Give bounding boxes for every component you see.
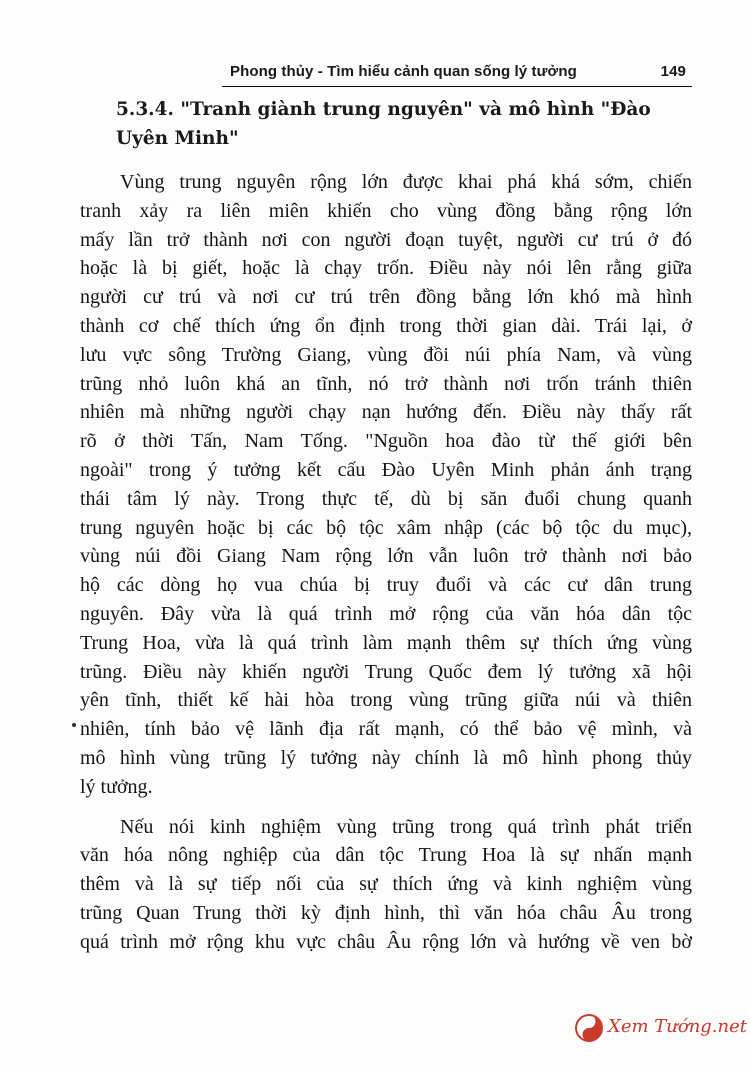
text-line: mấy lần trở thành nơi con người đoạn tuyệt, người cư trú ở đó: [80, 228, 692, 251]
text-line: nguyên. Đây vừa là quá trình mở rộng của văn hóa dân tộc: [80, 602, 692, 625]
watermark-text: Xem Tướng.net: [608, 1016, 748, 1037]
scan-speck: [72, 723, 76, 727]
section-heading-line-2: Uyên Minh": [116, 128, 239, 149]
text-line: Trung Hoa, vừa là quá trình làm mạnh thêm sự thích ứng vùng: [80, 631, 692, 654]
paragraph-2: [80, 813, 692, 957]
running-header: [222, 62, 692, 84]
running-title: Phong thủy - Tìm hiểu cảnh quan sống lý tưởng: [230, 63, 577, 80]
text-line: nhiên, tính bảo vệ lãnh địa rất mạnh, có thể bảo vệ mình, và: [80, 718, 692, 741]
header-rule: [222, 86, 692, 87]
section-heading: [116, 95, 696, 153]
text-line: tranh xảy ra liên miên khiến cho vùng đồng bằng rộng lớn: [80, 199, 692, 222]
yin-yang-icon: [574, 1013, 604, 1043]
body-text: [80, 168, 692, 957]
text-line: vùng núi đồi Giang Nam rộng lớn vẫn luôn trở thành nơi bảo: [80, 545, 692, 568]
text-line: thái tâm lý này. Trong thực tế, dù bị săn đuổi chung quanh: [80, 487, 692, 510]
text-line: mô hình vùng trũng lý tưởng này chính là mô hình phong thủy: [80, 746, 692, 769]
text-line: trũng Quan Trung thời kỳ định hình, thì văn hóa châu Âu trong: [80, 901, 692, 924]
text-line: trũng. Điều này khiến người Trung Quốc đem lý tưởng xã hội: [80, 660, 692, 683]
text-line: người cư trú và nơi cư trú trên đồng bằng lớn khó mà hình: [80, 286, 692, 309]
text-line: trung nguyên hoặc bị các bộ tộc xâm nhập (các bộ tộc du mục),: [80, 516, 692, 539]
text-line: thêm và là sự tiếp nối của sự thích ứng và kinh nghiệm vùng: [80, 873, 692, 896]
text-line: văn hóa nông nghiệp của dân tộc Trung Hoa là sự nhấn mạnh: [80, 844, 692, 867]
text-line: lý tưởng.: [80, 775, 153, 798]
paragraph-1: [80, 168, 692, 802]
text-line: rõ ở thời Tấn, Nam Tống. "Nguồn hoa đào từ thế giới bên: [80, 430, 692, 453]
text-line: nhiên mà những người chạy nạn hướng đến. Điều này thấy rất: [80, 401, 692, 424]
text-line: yên tĩnh, thiết kế hài hòa trong vùng trũng giữa núi và thiên: [80, 689, 692, 712]
text-line: thành cơ chế thích ứng ổn định trong thời gian dài. Trái lại, ở: [80, 314, 692, 337]
text-line: quá trình mở rộng khu vực châu Âu rộng lớn và hướng về ven bờ: [80, 930, 692, 953]
text-line: lưu vực sông Trường Giang, vùng đồi núi phía Nam, và vùng: [80, 343, 692, 366]
section-heading-line-1: 5.3.4. "Tranh giành trung nguyên" và mô hình "Đào: [116, 99, 651, 120]
watermark-logo: [574, 1012, 748, 1048]
text-line: hộ các dòng họ vua chúa bị truy đuổi và các cư dân trung: [80, 574, 692, 597]
text-line: trũng nhỏ luôn khá an tĩnh, nó trở thành nơi trốn tránh thiên: [80, 372, 692, 395]
text-line: Nếu nói kinh nghiệm vùng trũng trong quá trình phát triển: [120, 815, 692, 838]
text-line: ngoài" trong ý tưởng kết cấu Đào Uyên Minh phản ánh trạng: [80, 458, 692, 481]
text-line: hoặc là bị giết, hoặc là chạy trốn. Điều này nói lên rằng giữa: [80, 257, 692, 280]
text-line: Vùng trung nguyên rộng lớn được khai phá khá sớm, chiến: [120, 171, 692, 193]
page-number: 149: [660, 63, 686, 80]
